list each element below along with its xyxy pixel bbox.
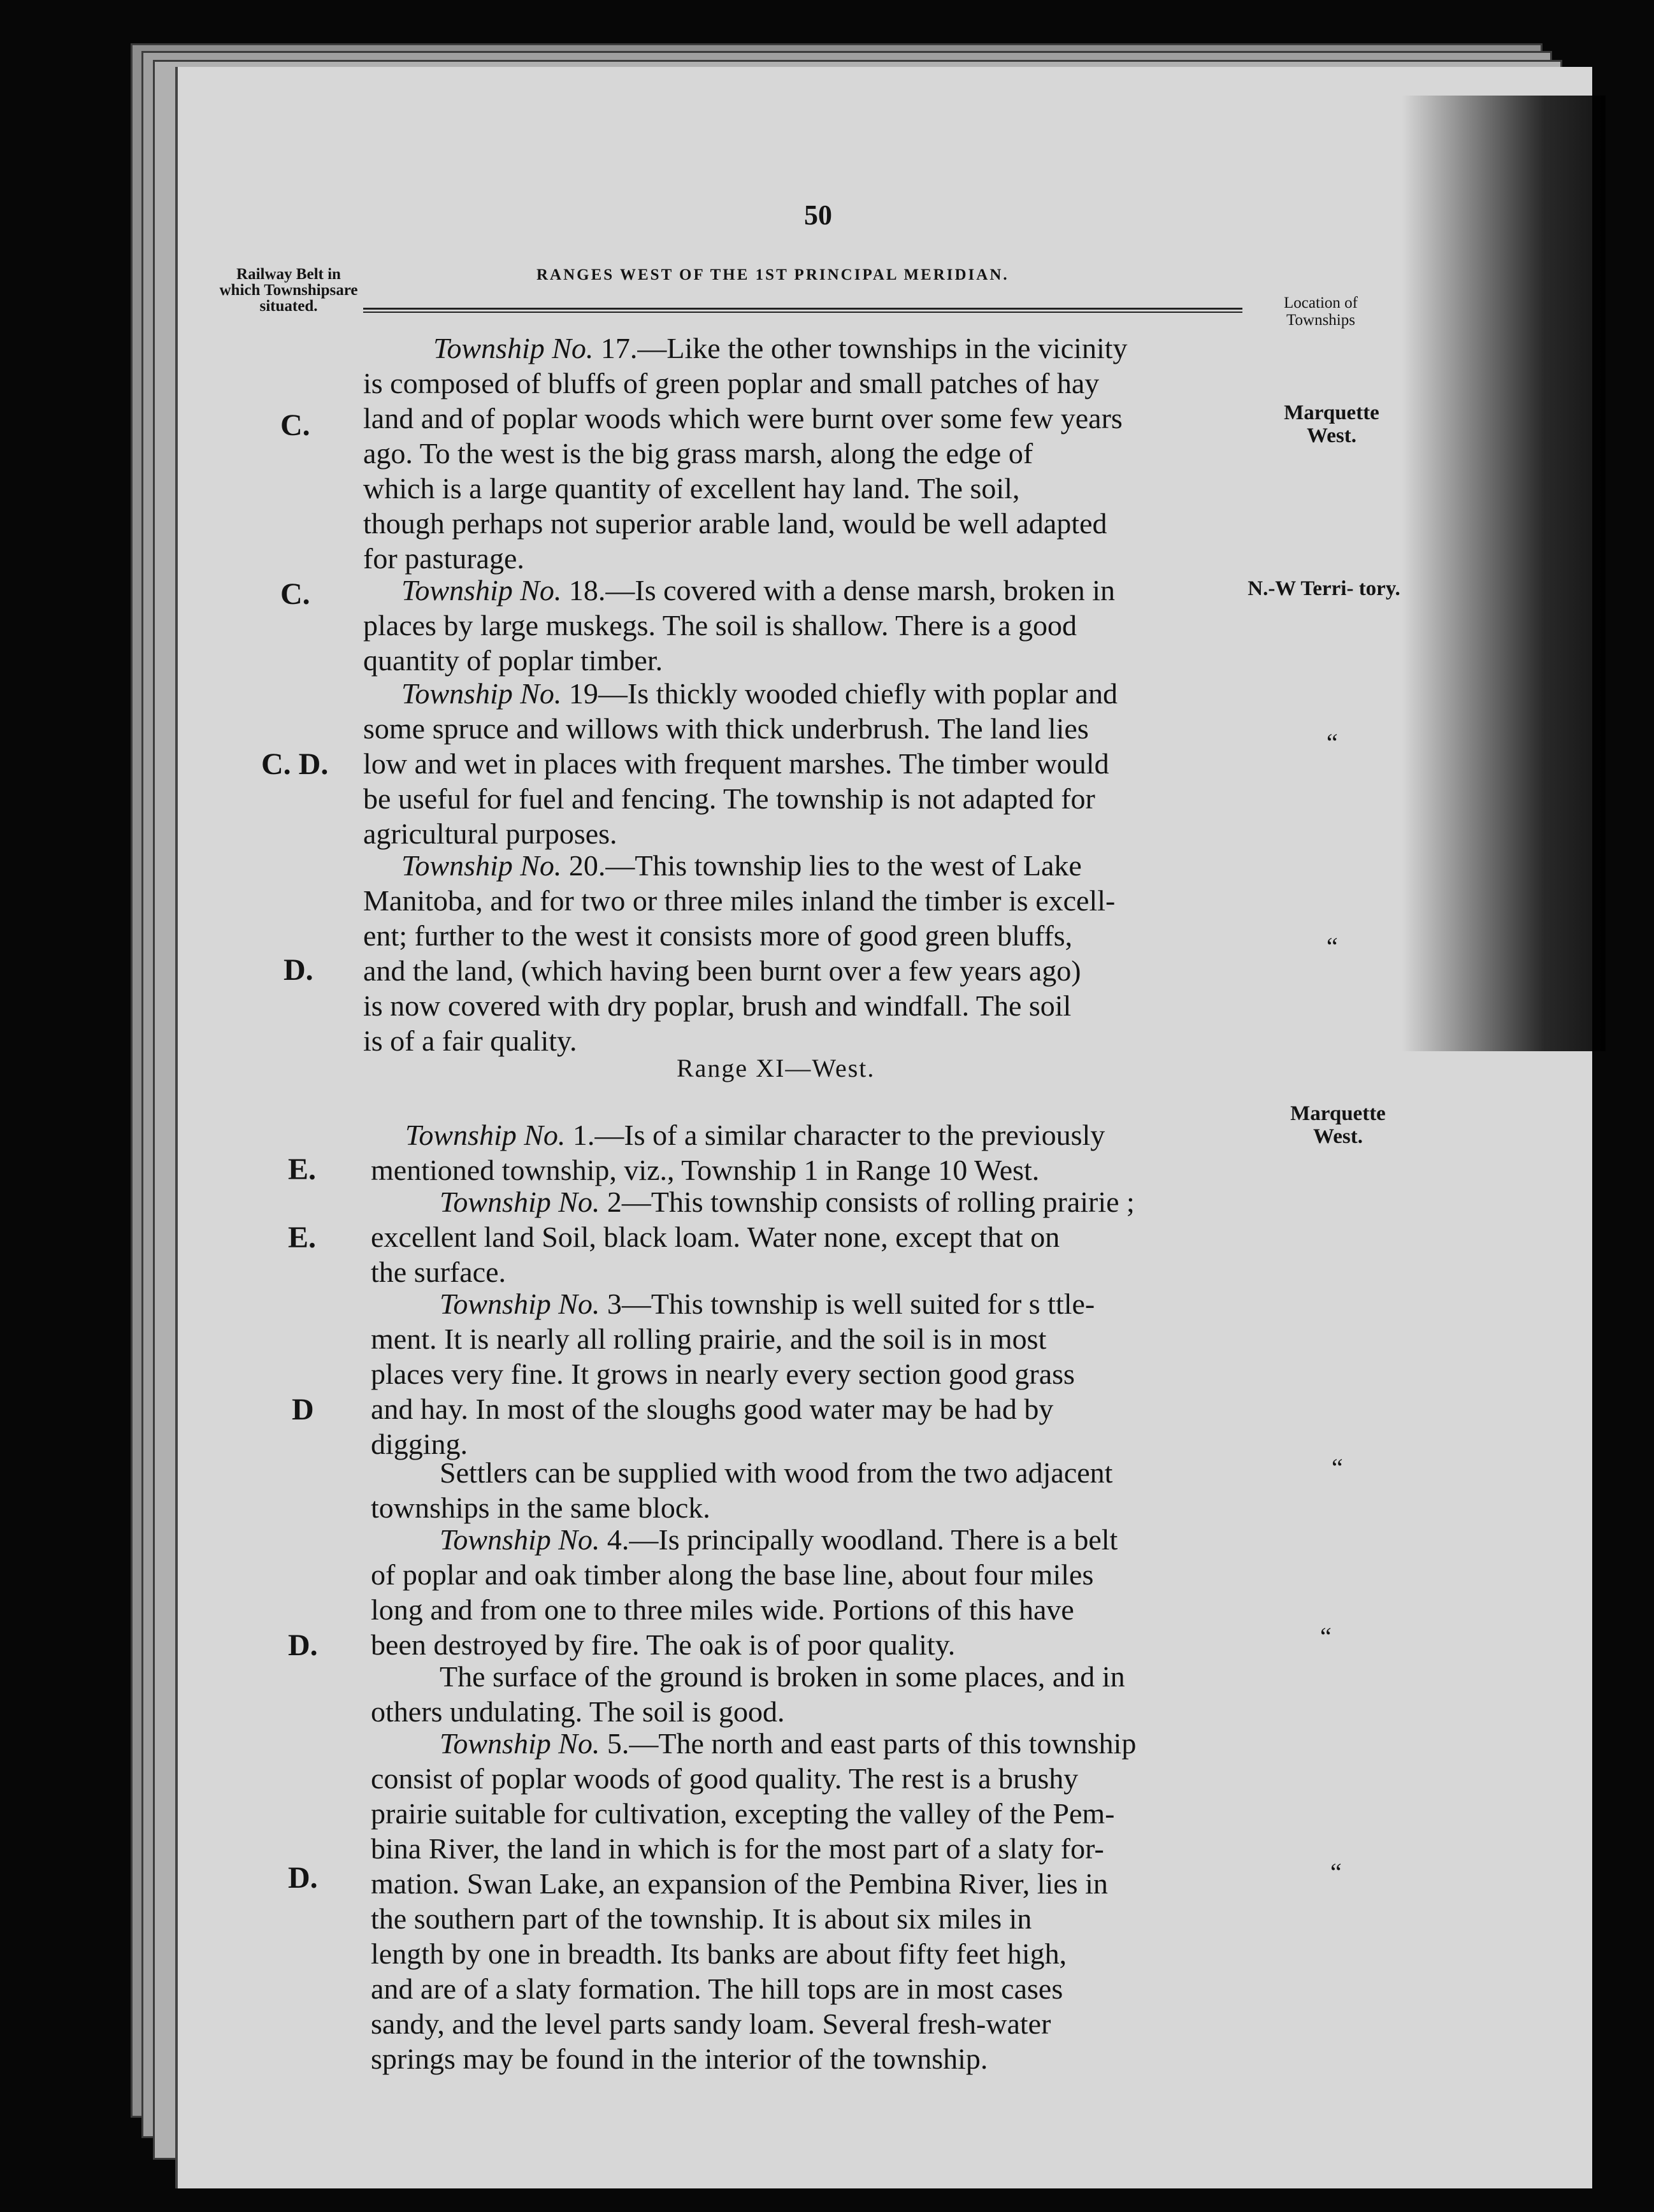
binding-shadow: [1402, 96, 1606, 1051]
header-rule: [363, 308, 1242, 313]
text-line: bina River, the land in which is for the most part of a slaty for-: [371, 1832, 1104, 1865]
ditto-mark: “: [1320, 1622, 1332, 1651]
text-line: Township No. 17.—Like the other townships in the vicinity: [433, 332, 1128, 364]
text-line: ment. It is nearly all rolling prairie, and the soil is in most: [371, 1323, 1047, 1355]
text-line: ent; further to the west it consists more of good green bluffs,: [363, 919, 1073, 952]
text-line: Township No. 5.—The north and east parts of this township: [440, 1727, 1137, 1760]
text-line: Township No. 18.—Is covered with a dense marsh, broken in: [401, 574, 1116, 607]
text-line: though perhaps not superior arable land, would be well adapted: [363, 507, 1107, 540]
text-line: and the land, (which having been burnt over a few years ago): [363, 954, 1081, 987]
text-line: low and wet in places with frequent marshes. The timber would: [363, 747, 1109, 780]
range-heading: Range XI—West.: [677, 1054, 875, 1082]
text-line: Settlers can be supplied with wood from the two adjacent: [440, 1456, 1113, 1489]
text-line: Township No. 4.—Is principally woodland. There is a belt: [440, 1523, 1118, 1556]
right-column-heading: Location of Townships: [1284, 294, 1358, 329]
text-line: land and of poplar woods which were burnt over some few years: [363, 402, 1123, 434]
text-line: springs may be found in the interior of the township.: [371, 2043, 988, 2075]
text-line: the surface.: [371, 1256, 506, 1288]
text-line: of poplar and oak timber along the base line, about four miles: [371, 1558, 1094, 1591]
text-line: consist of poplar woods of good quality. The rest is a brushy: [371, 1762, 1079, 1795]
text-line: excellent land Soil, black loam. Water none, except that on: [371, 1221, 1060, 1253]
ditto-mark: “: [1330, 1858, 1342, 1886]
text-line: places by large muskegs. The soil is shallow. There is a good: [363, 609, 1077, 642]
text-line: which is a large quantity of excellent hay land. The soil,: [363, 472, 1020, 505]
text-line: Township No. 1.—Is of a similar character to the previously: [405, 1119, 1105, 1151]
text-line: is composed of bluffs of green poplar and small patches of hay: [363, 367, 1100, 399]
class-mark: C.: [280, 577, 310, 611]
running-head: RANGES WEST OF THE 1ST PRINCIPAL MERIDIAN.: [536, 266, 1009, 284]
class-mark: D: [292, 1393, 314, 1426]
text-line: is of a fair quality.: [363, 1024, 577, 1057]
class-mark: E.: [288, 1221, 317, 1254]
text-line: sandy, and the level parts sandy loam. Several fresh-water: [371, 2007, 1051, 2040]
ditto-mark: “: [1332, 1453, 1343, 1482]
text-line: agricultural purposes.: [363, 817, 617, 850]
page-number: 50: [804, 199, 832, 231]
text-line: Township No. 3—This township is well suited for s ttle-: [440, 1288, 1095, 1320]
ditto-mark: “: [1327, 932, 1338, 961]
class-mark: C. D.: [261, 747, 329, 781]
text-line: Manitoba, and for two or three miles inland the timber is excell-: [363, 884, 1116, 917]
class-mark: E.: [288, 1153, 317, 1186]
text-line: places very fine. It grows in nearly every section good grass: [371, 1358, 1075, 1390]
class-mark: C.: [280, 408, 310, 442]
text-line: for pasturage.: [363, 542, 524, 575]
text-line: mation. Swan Lake, an expansion of the Pembina River, lies in: [371, 1867, 1108, 1900]
text-line: quantity of poplar timber.: [363, 644, 663, 677]
text-line: some spruce and willows with thick underbrush. The land lies: [363, 712, 1089, 745]
left-column-heading: Railway Belt in which Townshipsare situated.: [219, 266, 358, 315]
location-label: Marquette West.: [1290, 1102, 1386, 1148]
text-line: been destroyed by fire. The oak is of poor quality.: [371, 1628, 956, 1661]
text-line: and are of a slaty formation. The hill tops are in most cases: [371, 1972, 1063, 2005]
text-line: others undulating. The soil is good.: [371, 1695, 785, 1728]
text-line: Township No. 2—This township consists of rolling prairie ;: [440, 1186, 1135, 1218]
text-line: prairie suitable for cultivation, excepting the valley of the Pem-: [371, 1797, 1115, 1830]
location-label: N.-W Terri- tory.: [1248, 577, 1400, 600]
text-line: The surface of the ground is broken in some places, and in: [440, 1660, 1125, 1693]
text-line: be useful for fuel and fencing. The township is not adapted for: [363, 782, 1095, 815]
text-line: long and from one to three miles wide. Portions of this have: [371, 1593, 1074, 1626]
text-line: mentioned township, viz., Township 1 in Range 10 West.: [371, 1154, 1040, 1186]
class-mark: D.: [288, 1861, 318, 1895]
ditto-mark: “: [1327, 728, 1338, 757]
text-line: digging.: [371, 1428, 468, 1460]
class-mark: D.: [288, 1628, 318, 1662]
location-label: Marquette West.: [1284, 401, 1379, 447]
text-line: Township No. 20.—This township lies to the west of Lake: [401, 849, 1082, 882]
text-line: length by one in breadth. Its banks are about fifty feet high,: [371, 1937, 1067, 1970]
class-mark: D.: [284, 953, 313, 987]
text-line: townships in the same block.: [371, 1491, 710, 1524]
text-line: is now covered with dry poplar, brush and windfall. The soil: [363, 989, 1072, 1022]
text-line: the southern part of the township. It is about six miles in: [371, 1902, 1032, 1935]
text-line: and hay. In most of the sloughs good water may be had by: [371, 1393, 1054, 1425]
text-line: Township No. 19—Is thickly wooded chiefly with poplar and: [401, 677, 1118, 710]
text-line: ago. To the west is the big grass marsh, along the edge of: [363, 437, 1033, 470]
